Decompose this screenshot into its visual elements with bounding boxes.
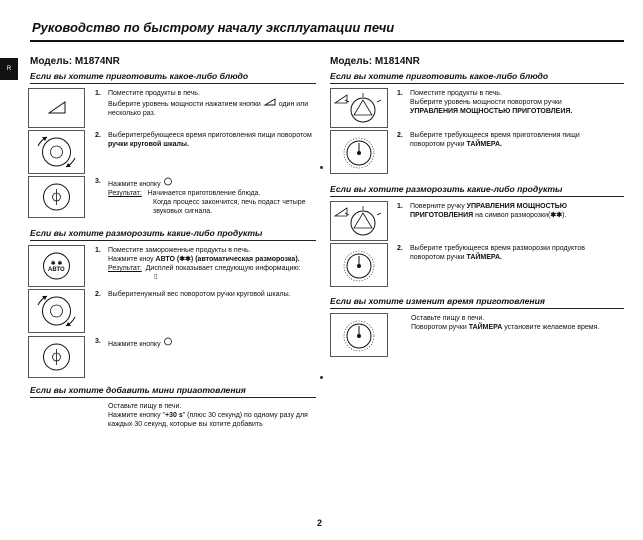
power-knob-icon	[331, 202, 387, 240]
auto-defrost-button-icon	[29, 246, 84, 286]
start-button-icon	[29, 177, 84, 217]
left-defrost-heading: Если вы хотите разморозить какие-либо продукты	[30, 228, 263, 238]
power-knob-illustration	[330, 88, 388, 128]
power-knob-icon	[331, 89, 387, 127]
defrost-symbol-icon: ✱✱	[550, 212, 563, 219]
power-button-illustration	[28, 88, 85, 128]
left-plus30-text: Оставьте пищу в печи. Нажмите кнопку "+30 s" (плюс 30 секунд) по одному разу для каждых 30 секунд, которые вы хотите добавить	[108, 403, 308, 428]
left-defrost-step-1: 1. Поместите замороженные продукты в печь. Нажмите кноу АВТО (✱✱) (автоматическая разморозка). Результат: Дисплей показывает следующую информацию: ▯	[95, 246, 320, 286]
right-change-text: Оставьте пищу в печи. Поворотом ручки ТАЙМЕРА установите желаемое время.	[411, 315, 600, 331]
left-cook-step-3: 3. Нажмите кнопку Результат: Начинается приготовление блюда. Когда процесс закончится, печь подаст четыре звуковых сигнала.	[95, 178, 306, 215]
left-plus30-rule	[30, 397, 316, 398]
page-title: Руководство по быстрому началу эксплуатации печи	[32, 20, 395, 35]
dial-knob-icon	[29, 131, 84, 173]
left-cook-step-1: 1. Поместите продукты в печь. Выберите уровень мощности нажатием кнопки один или несколько раз.	[95, 90, 309, 117]
left-defrost-rule	[30, 240, 316, 241]
auto-defrost-illustration	[28, 245, 85, 287]
start-button-illustration	[28, 336, 85, 378]
power-level-icon	[29, 89, 84, 127]
right-model-title: Модель: M1814NR	[330, 56, 420, 67]
dial-illustration	[28, 130, 85, 174]
display-defrost-icon: ▯	[154, 274, 158, 280]
left-cook-heading: Если вы хотите приготовить какое-либо блюдо	[30, 71, 249, 81]
right-cook-heading: Если вы хотите приготовить какое-либо блюдо	[330, 71, 549, 81]
right-cook-rule	[330, 83, 624, 84]
page-number: 2	[317, 518, 323, 528]
right-cook-step-1: 1. Поместите продукты в печь. Выберите уровень мощности поворотом ручки УПРАВЛЕНИЯ МОЩНОСТЬЮ ПРИГОТОВЛЕИЯ.	[397, 90, 573, 115]
dial-illustration	[28, 289, 85, 333]
timer-knob-icon	[331, 244, 387, 286]
right-change-heading: Если вы хотите изменит время приготовления	[330, 296, 545, 306]
timer-knob-icon	[331, 131, 387, 173]
start-button-illustration	[28, 176, 85, 218]
right-defrost-rule	[330, 196, 624, 197]
language-tab: R	[0, 58, 18, 80]
title-rule	[30, 40, 624, 42]
left-cook-rule	[30, 83, 316, 84]
left-cook-step-2: 2. Выберитегребующееся время приготовления пищи поворотом ручки круговой шкалы.	[95, 132, 312, 148]
left-model-title: Модель: M1874NR	[30, 56, 120, 67]
column-dot	[320, 376, 323, 379]
start-button-icon	[163, 337, 173, 346]
right-defrost-step-2: 2. Выберите требующееся время разморозки продуктов поворотом ручки ТАЙМЕРА.	[397, 245, 585, 261]
start-button-icon	[29, 337, 84, 377]
timer-knob-icon	[331, 314, 387, 356]
start-button-icon	[163, 177, 173, 186]
right-defrost-heading: Если вы хотите разморозить какие-либо продукты	[330, 184, 563, 194]
power-knob-illustration	[330, 201, 388, 241]
auto-label: АВТО	[48, 267, 65, 273]
left-defrost-step-3: 3. Нажмите кнопку	[95, 337, 320, 349]
left-defrost-step-2: 2. Выберитенужный вес поворотом ручки круговой шкалы.	[95, 291, 291, 298]
defrost-symbol-icon: ✱✱	[179, 256, 191, 263]
right-cook-step-2: 2. Выберите требующееся время приготовления пищи поворотом ручки ТАЙМЕРА.	[397, 132, 580, 148]
right-defrost-step-1: 1. Поверните ручку УПРАВЛЕНИЯ МОЩНОСТЬЮ ПРИГОТОВЛЕНИЯ на символ разморозки(✱✱).	[397, 203, 567, 219]
power-level-icon	[263, 98, 277, 106]
column-dot	[320, 166, 323, 169]
timer-knob-illustration	[330, 243, 388, 287]
dial-knob-icon	[29, 290, 84, 332]
left-plus30-heading: Если вы хотите добавить мини приаотовления	[30, 385, 246, 395]
svg-text:✱ ✱: ✱ ✱	[50, 261, 63, 267]
right-change-rule	[330, 308, 624, 309]
timer-knob-illustration	[330, 130, 388, 174]
timer-knob-illustration	[330, 313, 388, 357]
